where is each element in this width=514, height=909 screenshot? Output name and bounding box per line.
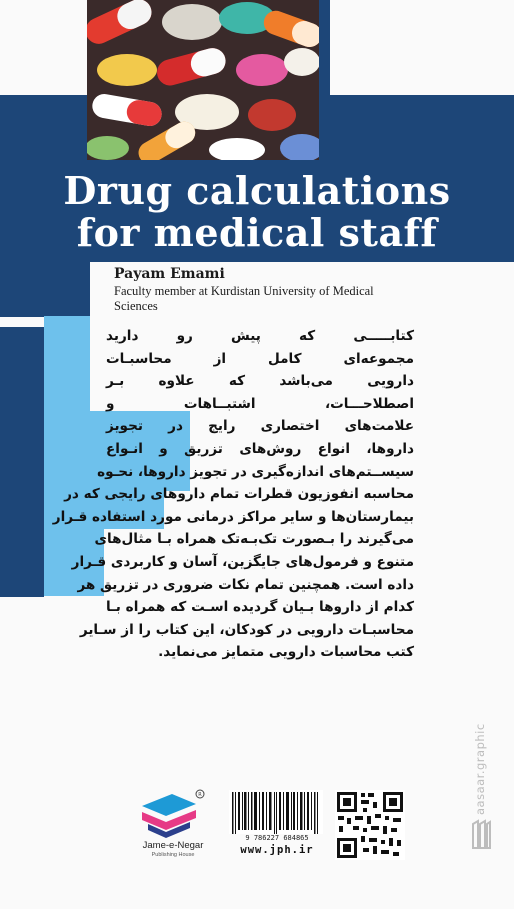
top-left-light-block bbox=[0, 0, 90, 95]
description-line: محاسبه انفوزیون قطرات تمام داروهای رایجی که در bbox=[64, 486, 414, 503]
pills-photo bbox=[87, 0, 319, 160]
book-description bbox=[52, 325, 414, 664]
publisher-logo bbox=[134, 788, 212, 842]
decor-block bbox=[0, 327, 44, 447]
top-right-light-block bbox=[330, 0, 514, 95]
publisher-website: www.jph.ir bbox=[240, 844, 314, 856]
title-line-2: for medical staff bbox=[76, 210, 438, 255]
publisher-subtitle: Publishing House bbox=[151, 852, 195, 858]
description-line: علامت‌های اختصاری رایج در تجویز bbox=[106, 418, 414, 435]
publisher-name: Jame-e-Negar bbox=[142, 840, 204, 851]
watermark bbox=[470, 682, 490, 817]
description-line: دارویی می‌باشد که علاوه بـر bbox=[106, 373, 414, 390]
description-line: کتابـــــی که پیش رو دارید bbox=[106, 328, 414, 344]
description-line: سیســتم‌های اندازه‌گیری در تجویز داروها، نحـوه bbox=[97, 463, 414, 480]
description-line: مجموعه‌ای کامل از محاسبـات bbox=[106, 350, 414, 367]
description-line: کتب محاسبات دارویی متمایز می‌نماید. bbox=[158, 644, 414, 661]
description-line: کدام از داروها بـیان گردیده اسـت که همراه بـا bbox=[106, 599, 414, 616]
isbn-number: 9 786227 684865 bbox=[245, 834, 309, 842]
description-line: اصطلاحـــات، اشتبــاهات و bbox=[106, 395, 414, 412]
svg-text:R: R bbox=[198, 792, 202, 798]
author-name: Payam Emami bbox=[114, 266, 225, 282]
description-line: داروها، انواع روش‌های تزریق و انـواع bbox=[106, 440, 414, 457]
description-line: داده است. همچنین تمام نکات ضروری در تزریق هر bbox=[77, 576, 414, 593]
barcode bbox=[229, 790, 323, 834]
watermark-logo-icon bbox=[470, 818, 492, 852]
book-title bbox=[0, 170, 514, 254]
author-affiliation: Faculty member at Kurdistan University of Medical Sciences bbox=[114, 284, 374, 313]
description-line: بیمارستان‌ها و سایر مراکز درمانی مورد استفاده قـرار bbox=[52, 508, 414, 525]
decor-block bbox=[0, 262, 90, 317]
description-line: متنوع و فرمول‌های جایگزین، آسان و کاربردی قـرار bbox=[71, 553, 414, 570]
decor-block bbox=[0, 447, 44, 597]
title-line-1: Drug calculations bbox=[63, 168, 451, 213]
description-line: محاسبـات دارویی در کودکان، این کتاب را از سـایر bbox=[79, 621, 414, 638]
decor-block bbox=[44, 316, 90, 411]
watermark-text: aasaar.graphic bbox=[473, 723, 487, 815]
qr-code bbox=[335, 790, 405, 860]
description-line: می‌گیرند را بـصورت تک‌بـه‌تک همراه بـا مثال‌های bbox=[94, 531, 414, 548]
